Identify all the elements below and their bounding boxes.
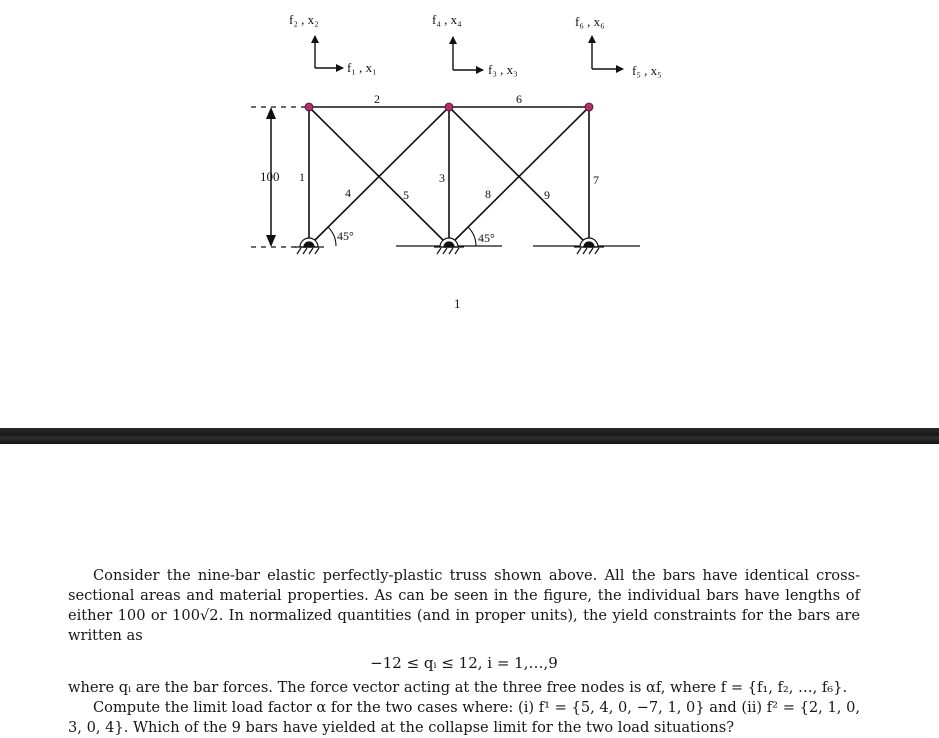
load-label-f6-x6: f₆ , x₆ — [575, 14, 605, 29]
load-label-f1-x1: f₁ , x₁ — [347, 60, 377, 75]
bar-label-7: 7 — [593, 173, 599, 187]
bar-label-5: 5 — [403, 188, 409, 202]
truss-bars — [309, 107, 589, 246]
node-2 — [445, 103, 453, 111]
angle-label-1: 45° — [337, 229, 354, 243]
dimension-label: 100 — [260, 169, 280, 184]
bar-label-1: 1 — [299, 170, 305, 184]
angle-label-2: 45° — [478, 231, 495, 245]
pin-support-1 — [294, 238, 324, 254]
bar-label-9: 9 — [544, 188, 550, 202]
node-1 — [305, 103, 313, 111]
bar-label-8: 8 — [485, 187, 491, 201]
bar-label-4: 4 — [345, 186, 351, 200]
problem-text — [68, 566, 860, 738]
load-label-f2-x2: f₂ , x₂ — [289, 12, 319, 27]
load-label-f5-x5: f₅ , x₅ — [632, 63, 662, 78]
load-arrows-node-3 — [592, 36, 623, 69]
load-arrows-node-2 — [453, 37, 483, 70]
page-divider — [0, 428, 939, 444]
bar-label-3: 3 — [439, 171, 445, 185]
problem-paragraph-1: Consider the nine-bar elastic perfectly-plastic truss shown above. All the bars have identical cross-sectional areas and material properties. As can be seen in the figure, the individual bars have lengths of either 100 or 100√2. In normalized quantities (and in proper units), the yield constraints for the bars are written as — [68, 567, 860, 644]
problem-paragraph-3: Compute the limit load factor α for the two cases where: (i) f¹ = {5, 4, 0, −7, 1, 0} and (ii) f² = {2, 1, 0, 3, 0, 4}. Which of the 9 bars have yielded at the collapse limit for the two load situations? — [68, 699, 860, 736]
problem-paragraph-2: where qᵢ are the bar forces. The force vector acting at the three free nodes is αf, where f = {f₁, f₂, …, f₆}. — [68, 679, 848, 696]
load-label-f4-x4: f₄ , x₄ — [432, 12, 462, 27]
load-arrows-node-1 — [315, 36, 343, 68]
bar-label-6: 6 — [516, 92, 522, 106]
yield-constraint: −12 ≤ qᵢ ≤ 12, i = 1,…,9 — [370, 654, 558, 672]
bar-label-2: 2 — [374, 92, 380, 106]
node-3 — [585, 103, 593, 111]
load-label-f3-x3: f₃ , x₃ — [488, 62, 518, 77]
figure-number: 1 — [454, 296, 461, 311]
